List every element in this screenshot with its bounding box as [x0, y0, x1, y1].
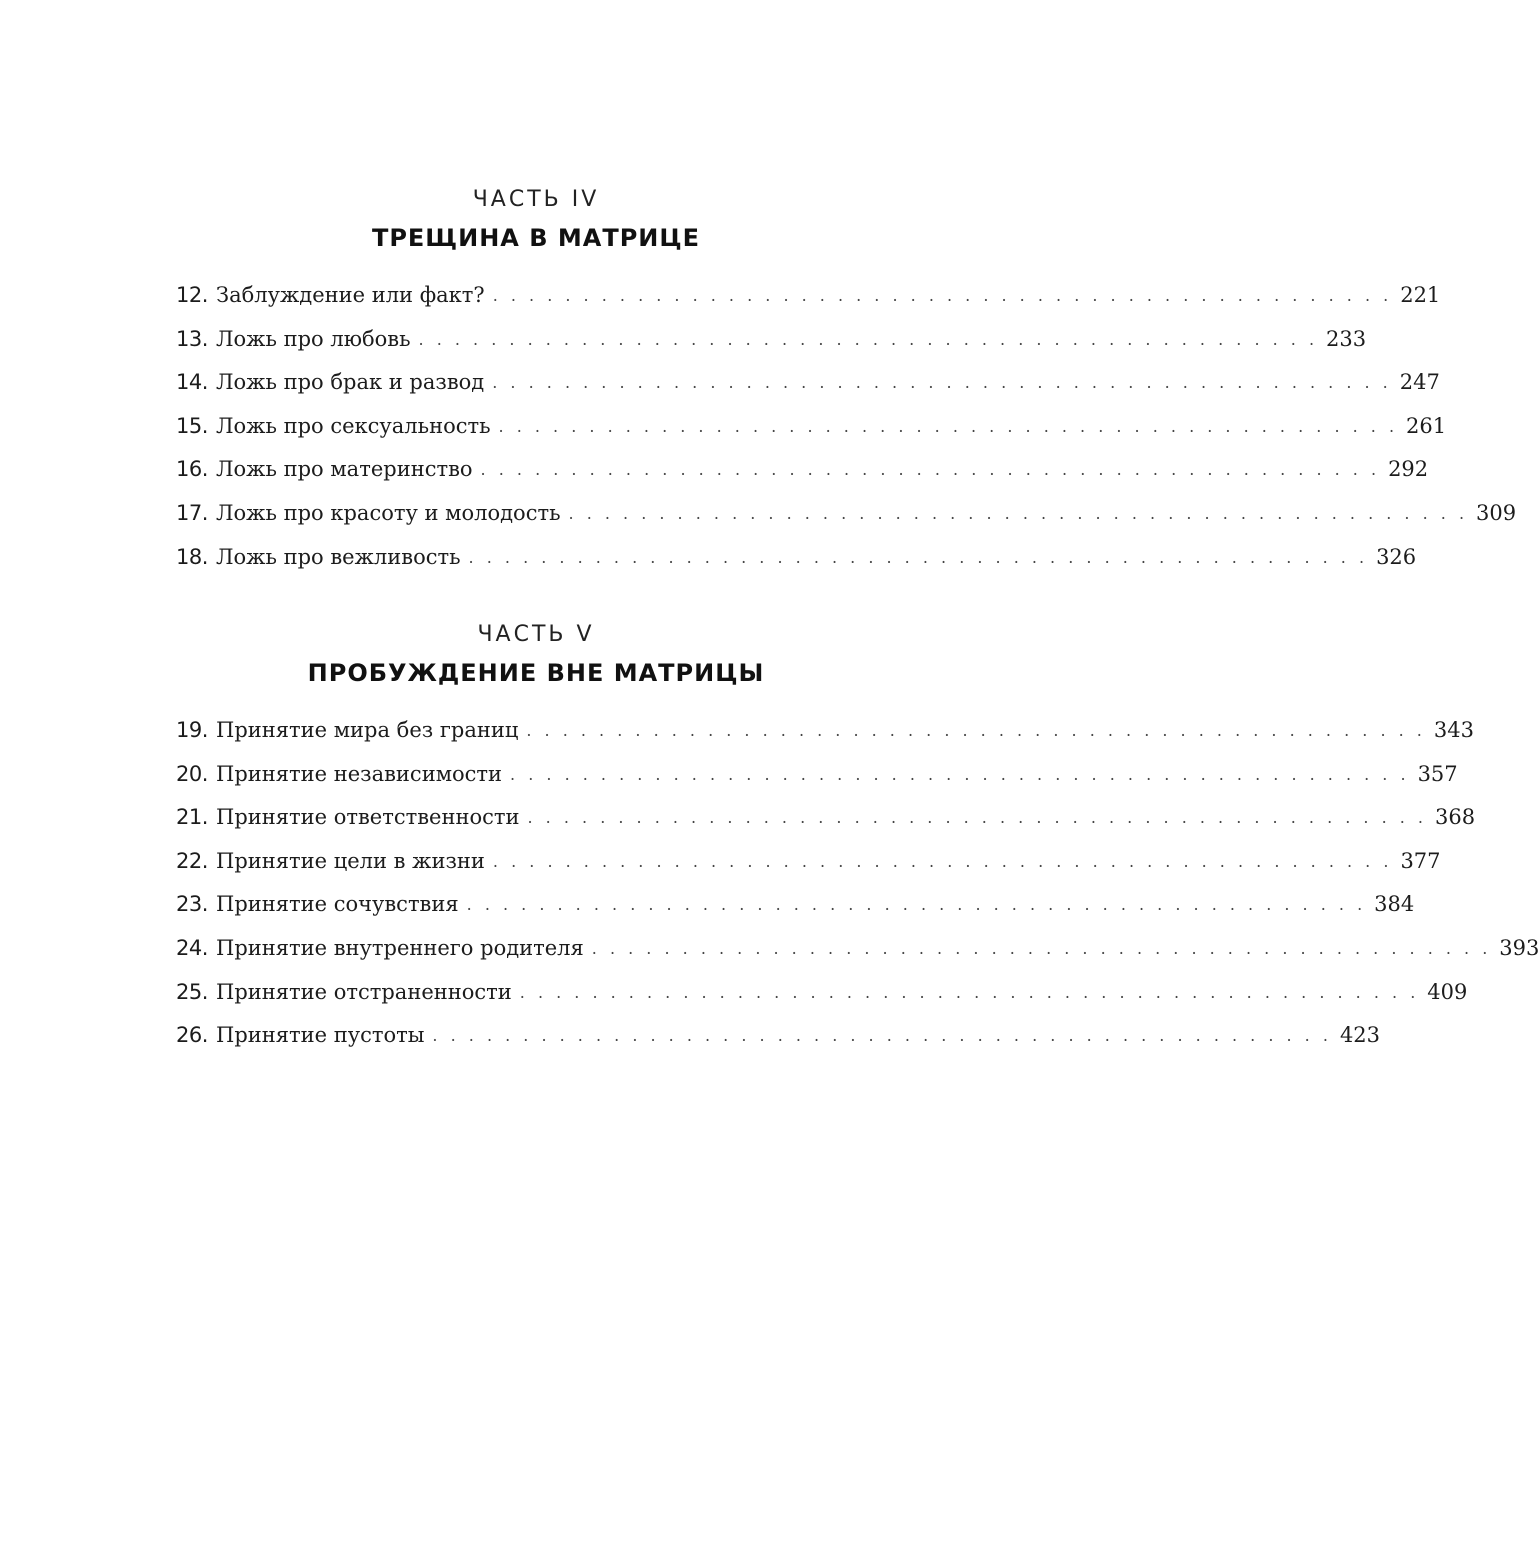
chapter-number: 24. [176, 935, 208, 960]
dot-leader: . . . . . . . . . . . . . . . . . . . . . . . . . . . . . . . . . . . . . . . . . . . . . . . . . . [527, 808, 1428, 828]
chapter-number: 18. [176, 544, 208, 569]
chapter-page-number: 309 [1476, 500, 1517, 525]
chapter-page-number: 377 [1400, 848, 1441, 873]
toc-entry[interactable] [176, 753, 1458, 797]
chapter-number: 17. [176, 500, 208, 525]
chapter-number: 26. [176, 1023, 208, 1048]
chapter-page-number: 292 [1388, 457, 1429, 482]
dot-leader: . . . . . . . . . . . . . . . . . . . . . . . . . . . . . . . . . . . . . . . . . . . . . . . . . . [492, 373, 1392, 393]
chapter-title: Ложь про красоту и молодость [216, 500, 561, 525]
part-title: ТРЕЩИНА В МАТРИЦЕ [371, 224, 701, 252]
chapter-list [176, 274, 1517, 579]
dot-leader: . . . . . . . . . . . . . . . . . . . . . . . . . . . . . . . . . . . . . . . . . . . . . . . . . . [432, 1026, 1332, 1046]
chapter-page-number: 261 [1406, 413, 1447, 438]
chapter-number: 20. [176, 761, 208, 786]
toc-entry[interactable] [176, 448, 1429, 492]
chapter-title: Принятие независимости [216, 761, 503, 786]
dot-leader: . . . . . . . . . . . . . . . . . . . . . . . . . . . . . . . . . . . . . . . . . . . . . . . . . . [498, 416, 1399, 436]
toc-entry[interactable] [176, 492, 1517, 536]
chapter-number: 21. [176, 805, 208, 830]
chapter-title: Ложь про любовь [216, 326, 411, 351]
chapter-page-number: 368 [1435, 805, 1476, 830]
chapter-title: Ложь про сексуальность [216, 413, 491, 438]
chapter-page-number: 423 [1339, 1023, 1381, 1048]
dot-leader: . . . . . . . . . . . . . . . . . . . . . . . . . . . . . . . . . . . . . . . . . . . . . . . . . . [492, 286, 1393, 305]
dot-leader: . . . . . . . . . . . . . . . . . . . . . . . . . . . . . . . . . . . . . . . . . . . . . . . . . . [468, 547, 1369, 567]
part-iv-section [176, 184, 1517, 579]
dot-leader: . . . . . . . . . . . . . . . . . . . . . . . . . . . . . . . . . . . . . . . . . . . . . . . . . . [519, 982, 1420, 1002]
part-label: ЧАСТЬ V [477, 622, 595, 647]
chapter-number: 22. [176, 848, 208, 873]
chapter-title: Принятие внутреннего родителя [216, 935, 584, 960]
chapter-page-number: 393 [1499, 935, 1539, 960]
dot-leader: . . . . . . . . . . . . . . . . . . . . . . . . . . . . . . . . . . . . . . . . . . . . . . . . . . [466, 895, 1367, 915]
chapter-number: 16. [176, 457, 208, 482]
chapter-number: 19. [176, 718, 208, 742]
part-title: ПРОБУЖДЕНИЕ ВНЕ МАТРИЦЫ [307, 659, 765, 687]
chapter-number: 15. [176, 413, 208, 438]
chapter-list [176, 709, 1539, 1058]
toc-entry[interactable] [176, 361, 1440, 405]
toc-entry[interactable] [176, 883, 1415, 927]
dot-leader: . . . . . . . . . . . . . . . . . . . . . . . . . . . . . . . . . . . . . . . . . . . . . . . . . . [568, 503, 1469, 523]
toc-entry[interactable] [176, 927, 1539, 971]
chapter-page-number: 357 [1417, 761, 1458, 786]
chapter-number: 12. [176, 283, 208, 307]
toc-entry[interactable] [176, 318, 1367, 362]
chapter-page-number: 233 [1326, 326, 1367, 351]
toc-entry[interactable] [176, 971, 1468, 1015]
toc-entry[interactable] [176, 274, 1441, 318]
chapter-title: Принятие сочувствия [216, 892, 459, 917]
dot-leader: . . . . . . . . . . . . . . . . . . . . . . . . . . . . . . . . . . . . . . . . . . . . . . . . . . [480, 460, 1381, 480]
dot-leader: . . . . . . . . . . . . . . . . . . . . . . . . . . . . . . . . . . . . . . . . . . . . . . . . . . [510, 764, 1410, 784]
chapter-number: 23. [176, 892, 208, 917]
dot-leader: . . . . . . . . . . . . . . . . . . . . . . . . . . . . . . . . . . . . . . . . . . . . . . . . . . [591, 938, 1492, 958]
part-label: ЧАСТЬ IV [472, 187, 600, 212]
chapter-title: Принятие мира без границ [216, 718, 519, 742]
chapter-page-number: 221 [1400, 283, 1441, 307]
toc-entry[interactable] [176, 536, 1417, 580]
chapter-title: Заблуждение или факт? [216, 283, 485, 307]
toc-entry[interactable] [176, 840, 1441, 884]
chapter-page-number: 343 [1433, 718, 1474, 742]
chapter-title: Ложь про материнство [216, 457, 473, 482]
chapter-number: 14. [176, 370, 208, 395]
chapter-title: Ложь про вежливость [216, 544, 461, 569]
toc-entry[interactable] [176, 1014, 1381, 1058]
chapter-title: Принятие ответственности [216, 805, 520, 830]
chapter-page-number: 247 [1399, 370, 1440, 395]
chapter-title: Принятие пустоты [216, 1023, 425, 1048]
dot-leader: . . . . . . . . . . . . . . . . . . . . . . . . . . . . . . . . . . . . . . . . . . . . . . . . . . [418, 329, 1319, 349]
toc-entry[interactable] [176, 796, 1476, 840]
toc-entry[interactable] [176, 405, 1447, 449]
chapter-title: Ложь про брак и развод [216, 370, 485, 395]
dot-leader: . . . . . . . . . . . . . . . . . . . . . . . . . . . . . . . . . . . . . . . . . . . . . . . . . . [492, 851, 1393, 871]
chapter-title: Принятие отстраненности [216, 979, 512, 1004]
chapter-page-number: 326 [1376, 544, 1417, 569]
part-v-section [176, 619, 1539, 1058]
chapter-page-number: 384 [1374, 892, 1415, 917]
chapter-number: 25. [176, 979, 208, 1004]
chapter-title: Принятие цели в жизни [216, 848, 485, 873]
dot-leader: . . . . . . . . . . . . . . . . . . . . . . . . . . . . . . . . . . . . . . . . . . . . . . . . . . [526, 721, 1426, 740]
chapter-number: 13. [176, 326, 208, 351]
chapter-page-number: 409 [1427, 979, 1468, 1004]
toc-entry[interactable] [176, 709, 1474, 753]
